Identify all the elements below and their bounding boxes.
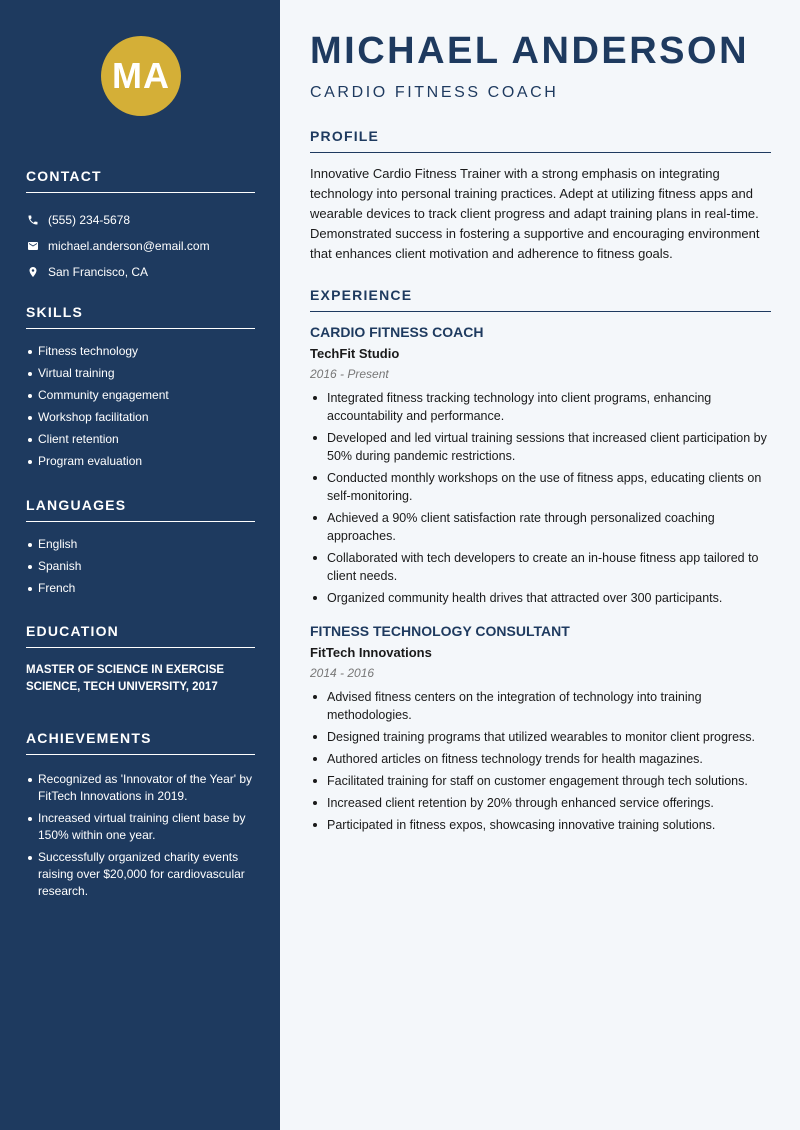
profile-section — [310, 128, 771, 264]
person-name: MICHAEL ANDERSON — [310, 30, 750, 72]
education-entry: MASTER OF SCIENCE IN EXERCISE SCIENCE, TECH UNIVERSITY, 2017 — [26, 664, 225, 693]
achievements-list — [26, 771, 255, 900]
experience-heading: EXPERIENCE — [310, 287, 771, 312]
contact-email — [26, 233, 255, 259]
email-text[interactable]: michael.anderson@email.com — [48, 239, 210, 253]
job-bullets — [310, 389, 771, 607]
list-item: Facilitated training for staff on customer engagement through tech solutions. — [310, 772, 771, 790]
job-entry — [310, 324, 771, 607]
skills-heading: SKILLS — [26, 304, 255, 329]
job-dates: 2016 - Present — [310, 367, 389, 381]
contact-section — [26, 168, 255, 285]
languages-list — [26, 536, 255, 597]
list-item: English — [26, 536, 255, 553]
person-role: CARDIO FITNESS COACH — [310, 84, 559, 101]
location-pin-icon — [26, 265, 40, 279]
list-item: Advised fitness centers on the integration of technology into training methodologies. — [310, 688, 771, 724]
job-bullets — [310, 688, 771, 834]
list-item: Increased virtual training client base by 150% within one year. — [26, 810, 255, 844]
list-item: Integrated fitness tracking technology into client programs, enhancing accountability and performance. — [310, 389, 771, 425]
list-item: French — [26, 580, 255, 597]
contact-location — [26, 259, 255, 285]
contact-heading: CONTACT — [26, 168, 255, 193]
job-company: FitTech Innovations — [310, 645, 432, 660]
education-heading: EDUCATION — [26, 623, 255, 648]
sidebar — [0, 0, 280, 1130]
list-item: Successfully organized charity events raising over $20,000 for cardiovascular research. — [26, 849, 255, 900]
list-item: Recognized as 'Innovator of the Year' by FitTech Innovations in 2019. — [26, 771, 255, 805]
list-item: Fitness technology — [26, 343, 255, 360]
job-entry — [310, 623, 771, 834]
list-item: Collaborated with tech developers to create an in-house fitness app tailored to client needs. — [310, 549, 771, 585]
profile-text: Innovative Cardio Fitness Trainer with a strong emphasis on integrating technology into personal training practices. Adept at utilizing fitness apps and wearable devices to track client progress and adapt training plans in real-time. Demonstrated success in fostering a supportive and encouraging environment that enhances client motivation and adherence to fitness goals. — [310, 166, 760, 261]
list-item: Achieved a 90% client satisfaction rate through personalized coaching approaches. — [310, 509, 771, 545]
phone-icon — [26, 213, 40, 227]
list-item: Organized community health drives that attracted over 300 participants. — [310, 589, 771, 607]
achievements-section — [26, 730, 255, 905]
skills-section — [26, 304, 255, 475]
skills-list — [26, 343, 255, 470]
list-item: Conducted monthly workshops on the use of fitness apps, educating clients on self-monitoring. — [310, 469, 771, 505]
phone-text[interactable]: (555) 234-5678 — [48, 213, 131, 227]
email-icon — [26, 239, 40, 253]
languages-heading: LANGUAGES — [26, 497, 255, 522]
job-dates: 2014 - 2016 — [310, 666, 375, 680]
contact-phone — [26, 207, 255, 233]
list-item: Virtual training — [26, 365, 255, 382]
list-item: Participated in fitness expos, showcasing innovative training solutions. — [310, 816, 771, 834]
list-item: Authored articles on fitness technology trends for health magazines. — [310, 750, 771, 768]
list-item: Developed and led virtual training sessions that increased client participation by 50% during pandemic restrictions. — [310, 429, 771, 465]
list-item: Client retention — [26, 431, 255, 448]
list-item: Community engagement — [26, 387, 255, 404]
job-title: CARDIO FITNESS COACH — [310, 324, 484, 340]
main-content — [280, 0, 800, 1130]
list-item: Increased client retention by 20% through enhanced service offerings. — [310, 794, 771, 812]
avatar-initials: MA — [112, 55, 170, 96]
achievements-heading: ACHIEVEMENTS — [26, 730, 255, 755]
education-section — [26, 623, 255, 696]
profile-heading: PROFILE — [310, 128, 771, 153]
list-item: Spanish — [26, 558, 255, 575]
job-company: TechFit Studio — [310, 346, 400, 361]
avatar — [101, 36, 181, 116]
location-text: San Francisco, CA — [48, 265, 149, 279]
list-item: Program evaluation — [26, 453, 255, 470]
list-item: Workshop facilitation — [26, 409, 255, 426]
list-item: Designed training programs that utilized wearables to monitor client progress. — [310, 728, 771, 746]
job-title: FITNESS TECHNOLOGY CONSULTANT — [310, 623, 570, 639]
languages-section — [26, 497, 255, 602]
experience-section — [310, 287, 771, 838]
